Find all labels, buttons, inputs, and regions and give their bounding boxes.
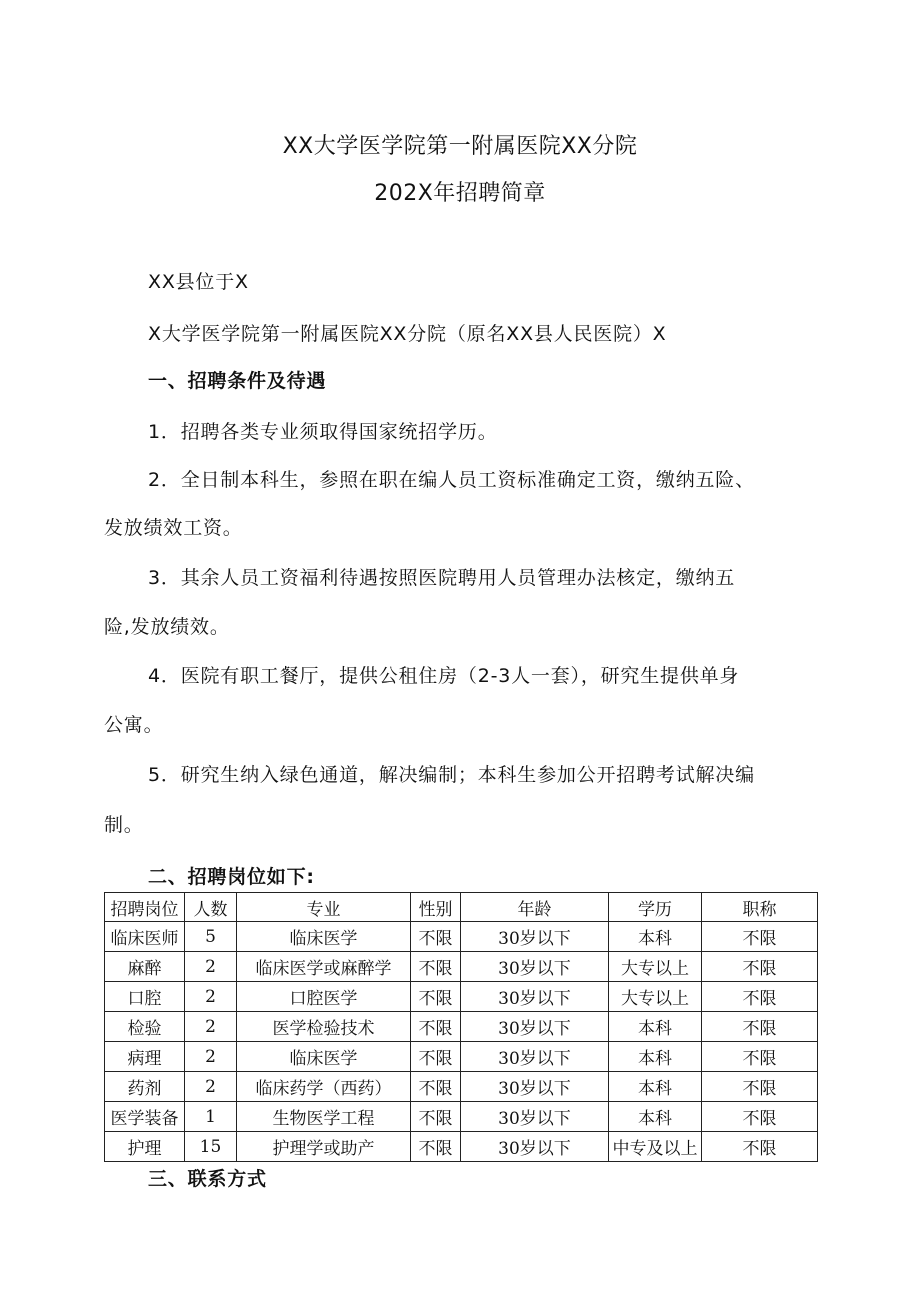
condition-line: 3．其余人员工资福利待遇按照医院聘用人员管理办法核定，缴纳五 xyxy=(148,567,736,589)
cell-count: 2 xyxy=(185,982,237,1012)
cell-age: 30岁以下 xyxy=(461,922,609,952)
column-header-major: 专业 xyxy=(237,893,411,922)
condition-line: 4．医院有职工餐厅，提供公租住房（2-3人一套），研究生提供单身 xyxy=(148,665,740,687)
table-row xyxy=(105,1102,818,1132)
cell-title: 不限 xyxy=(702,982,818,1012)
cell-count: 2 xyxy=(185,1072,237,1102)
cell-education: 本科 xyxy=(609,1102,702,1132)
intro-paragraph-1: XX县位于X xyxy=(148,271,249,293)
cell-gender: 不限 xyxy=(411,1132,461,1162)
cell-gender: 不限 xyxy=(411,922,461,952)
cell-position: 临床医师 xyxy=(105,922,185,952)
cell-title: 不限 xyxy=(702,1042,818,1072)
cell-title: 不限 xyxy=(702,1012,818,1042)
intro-paragraph-2: X大学医学院第一附属医院XX分院（原名XX县人民医院）X xyxy=(148,323,667,345)
cell-age: 30岁以下 xyxy=(461,1102,609,1132)
cell-major: 临床药学（西药） xyxy=(237,1072,411,1102)
cell-education: 本科 xyxy=(609,922,702,952)
table-row xyxy=(105,1012,818,1042)
cell-gender: 不限 xyxy=(411,1012,461,1042)
condition-line: 5．研究生纳入绿色通道，解决编制；本科生参加公开招聘考试解决编 xyxy=(148,764,755,786)
cell-major: 医学检验技术 xyxy=(237,1012,411,1042)
cell-gender: 不限 xyxy=(411,982,461,1012)
cell-major: 护理学或助产 xyxy=(237,1132,411,1162)
cell-count: 2 xyxy=(185,952,237,982)
condition-line: 公寓。 xyxy=(104,714,164,736)
cell-education: 大专以上 xyxy=(609,982,702,1012)
cell-title: 不限 xyxy=(702,1132,818,1162)
table-row xyxy=(105,1042,818,1072)
column-header-education: 学历 xyxy=(609,893,702,922)
cell-position: 病理 xyxy=(105,1042,185,1072)
cell-title: 不限 xyxy=(702,952,818,982)
cell-age: 30岁以下 xyxy=(461,1012,609,1042)
cell-gender: 不限 xyxy=(411,1102,461,1132)
condition-line: 险,发放绩效。 xyxy=(104,616,230,638)
table-row xyxy=(105,952,818,982)
cell-major: 临床医学或麻醉学 xyxy=(237,952,411,982)
cell-education: 中专及以上 xyxy=(609,1132,702,1162)
cell-count: 1 xyxy=(185,1102,237,1132)
cell-count: 15 xyxy=(185,1132,237,1162)
cell-age: 30岁以下 xyxy=(461,982,609,1012)
table-row xyxy=(105,982,818,1012)
cell-education: 本科 xyxy=(609,1072,702,1102)
condition-line: 1．招聘各类专业须取得国家统招学历。 xyxy=(148,421,498,443)
cell-count: 5 xyxy=(185,922,237,952)
cell-gender: 不限 xyxy=(411,1072,461,1102)
cell-education: 本科 xyxy=(609,1042,702,1072)
column-header-gender: 性别 xyxy=(411,893,461,922)
cell-title: 不限 xyxy=(702,1102,818,1132)
cell-age: 30岁以下 xyxy=(461,1042,609,1072)
column-header-count: 人数 xyxy=(185,893,237,922)
cell-position: 护理 xyxy=(105,1132,185,1162)
column-header-position: 招聘岗位 xyxy=(105,893,185,922)
table-row xyxy=(105,922,818,952)
condition-line: 制。 xyxy=(104,814,144,836)
cell-position: 医学装备 xyxy=(105,1102,185,1132)
cell-title: 不限 xyxy=(702,922,818,952)
cell-count: 2 xyxy=(185,1042,237,1072)
cell-gender: 不限 xyxy=(411,952,461,982)
cell-position: 检验 xyxy=(105,1012,185,1042)
condition-line: 发放绩效工资。 xyxy=(104,517,243,539)
cell-age: 30岁以下 xyxy=(461,1132,609,1162)
cell-education: 大专以上 xyxy=(609,952,702,982)
condition-line: 2．全日制本科生，参照在职在编人员工资标准确定工资，缴纳五险、 xyxy=(148,469,755,491)
column-header-title: 职称 xyxy=(702,893,818,922)
section-heading-positions: 二、招聘岗位如下: xyxy=(148,866,315,888)
table-row xyxy=(105,1072,818,1102)
cell-position: 药剂 xyxy=(105,1072,185,1102)
cell-age: 30岁以下 xyxy=(461,952,609,982)
cell-education: 本科 xyxy=(609,1012,702,1042)
cell-position: 麻醉 xyxy=(105,952,185,982)
cell-count: 2 xyxy=(185,1012,237,1042)
cell-major: 生物医学工程 xyxy=(237,1102,411,1132)
cell-gender: 不限 xyxy=(411,1042,461,1072)
section-heading-conditions: 一、招聘条件及待遇 xyxy=(148,370,327,392)
cell-position: 口腔 xyxy=(105,982,185,1012)
cell-major: 口腔医学 xyxy=(237,982,411,1012)
document-subtitle: 202X年招聘简章 xyxy=(374,181,546,206)
document-title: XX大学医学院第一附属医院XX分院 xyxy=(282,134,638,159)
column-header-age: 年龄 xyxy=(461,893,609,922)
cell-major: 临床医学 xyxy=(237,1042,411,1072)
cell-age: 30岁以下 xyxy=(461,1072,609,1102)
section-heading-contact: 三、联系方式 xyxy=(148,1168,267,1190)
cell-major: 临床医学 xyxy=(237,922,411,952)
cell-title: 不限 xyxy=(702,1072,818,1102)
positions-table xyxy=(104,892,818,1162)
table-row xyxy=(105,1132,818,1162)
table-header-row xyxy=(105,893,818,922)
